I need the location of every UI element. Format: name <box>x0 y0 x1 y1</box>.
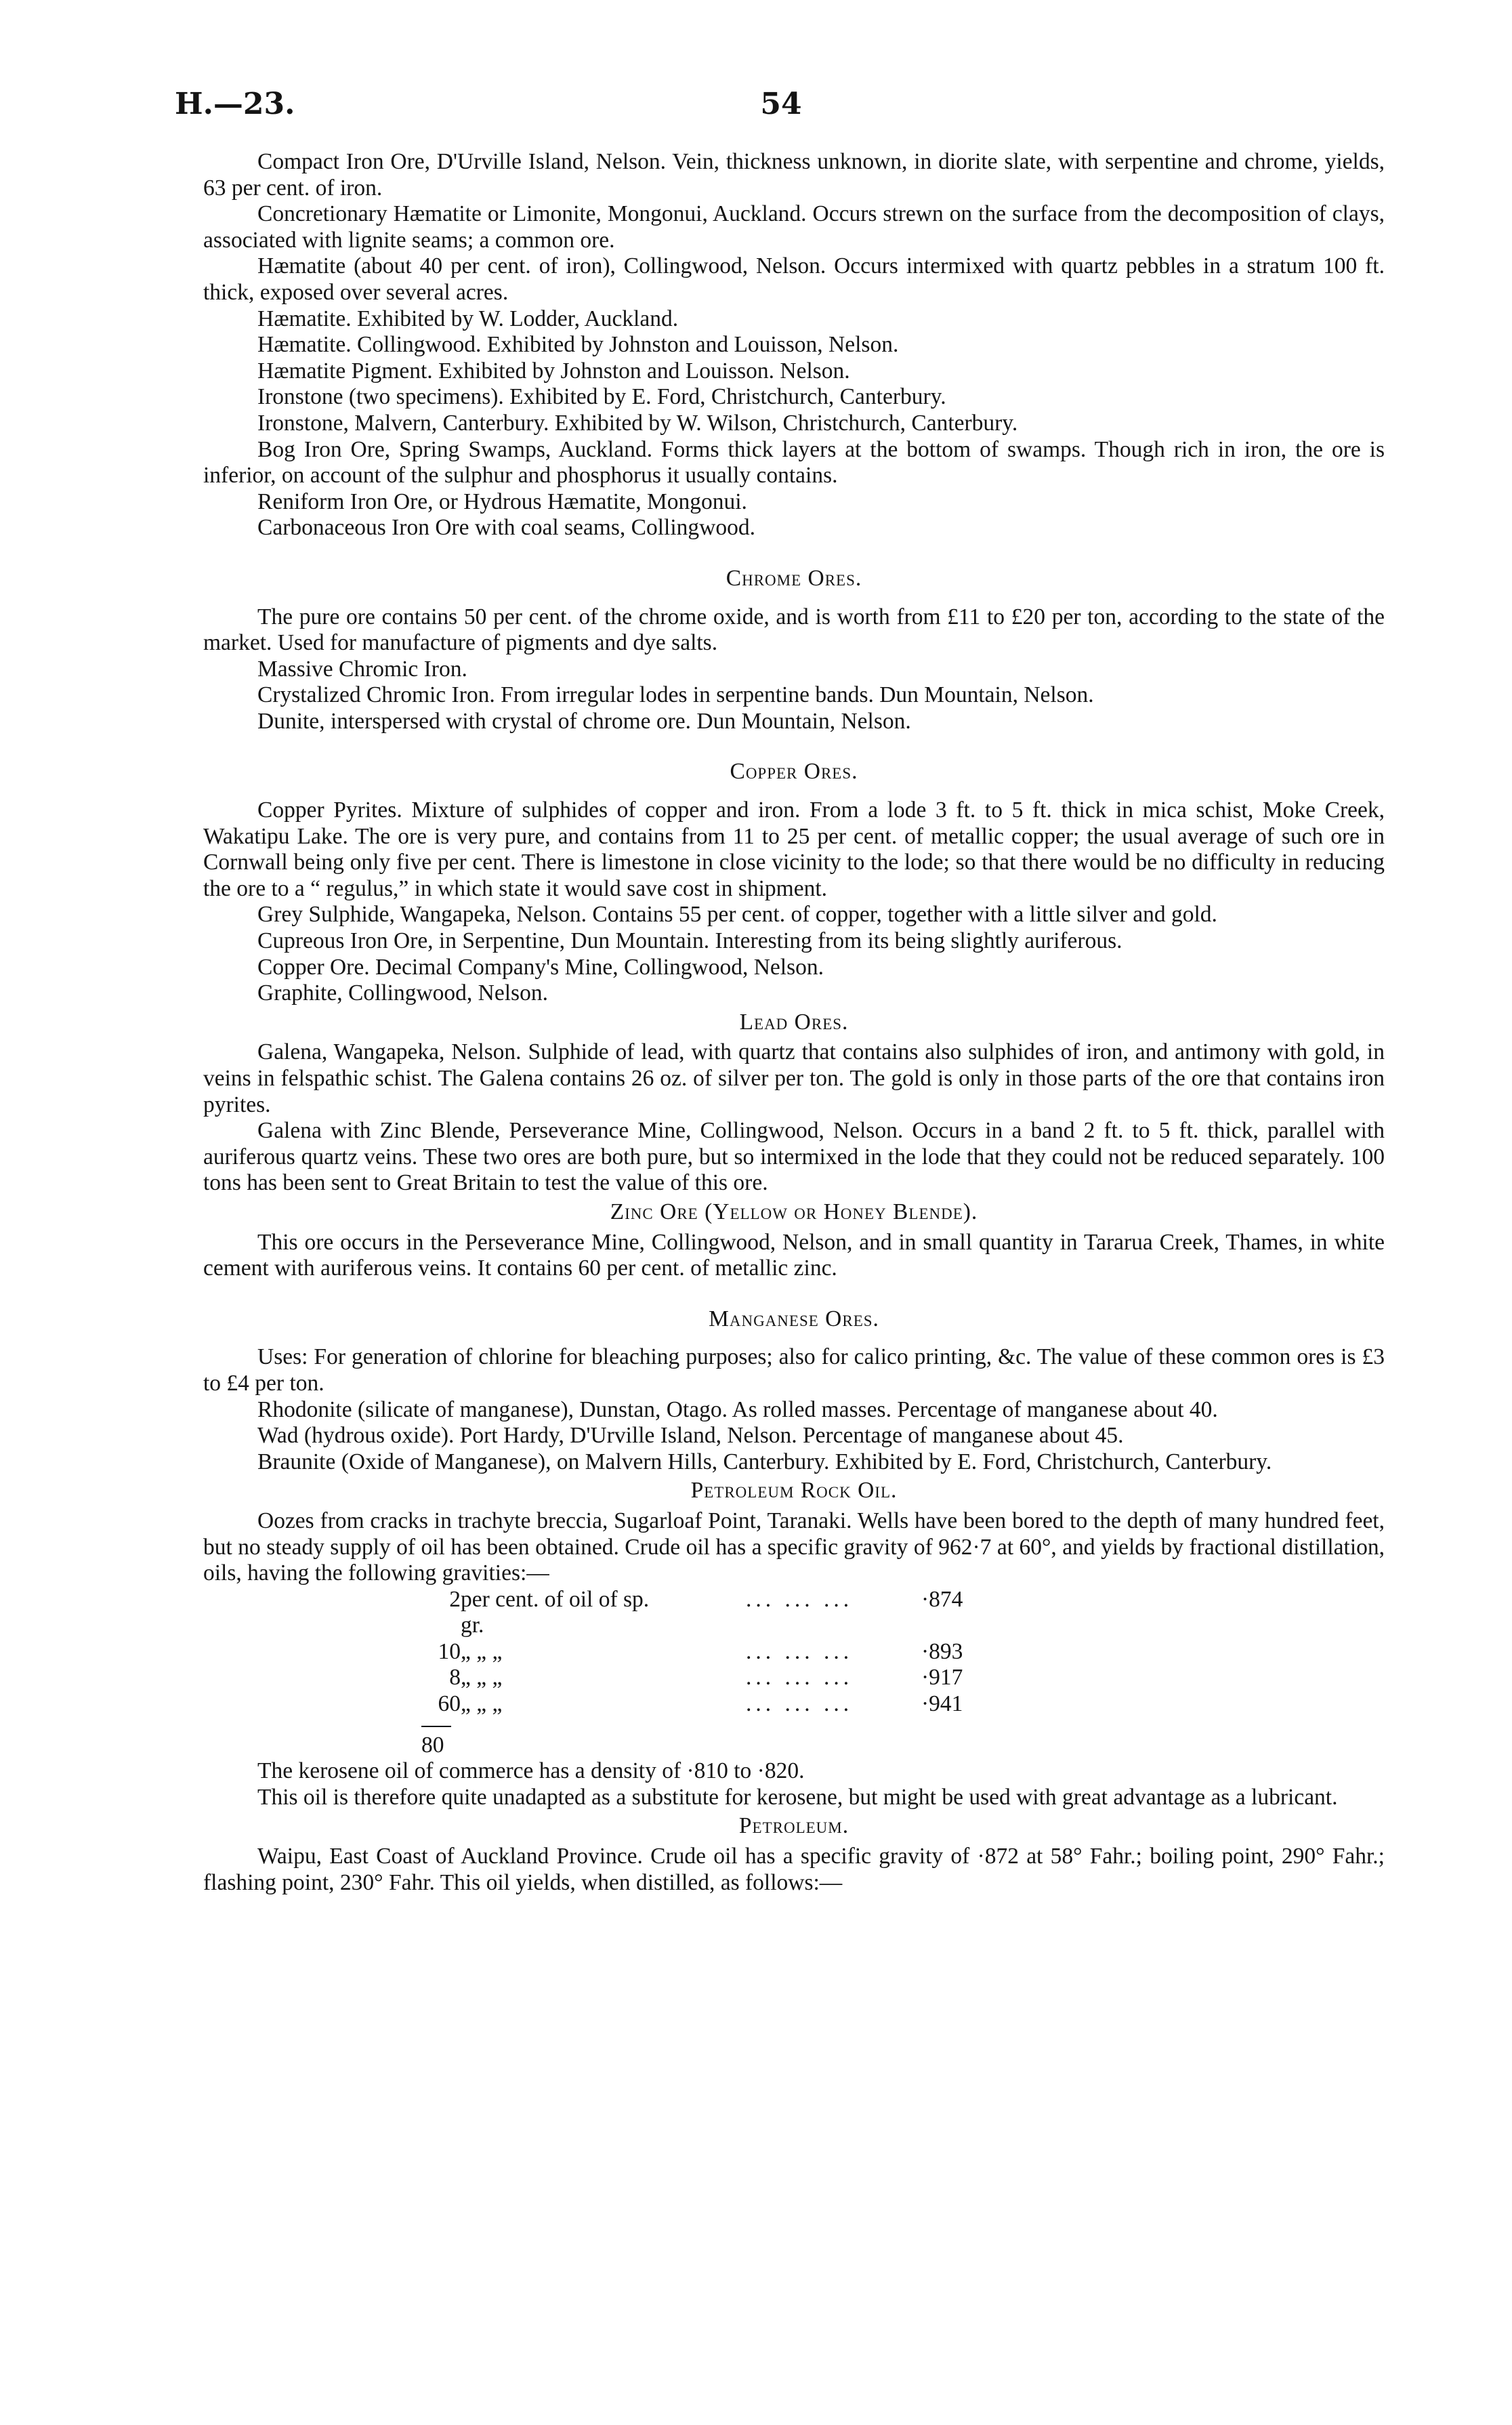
table-row <box>420 1691 1003 1718</box>
rock-oil-note: The kerosene oil of commerce has a density of ·810 to ·820. <box>257 1758 805 1784</box>
row-gravity: ·941 <box>921 1691 963 1717</box>
section-heading-lead: Lead Ores. <box>739 1009 849 1035</box>
section-heading-rock-oil: Petroleum Rock Oil. <box>690 1478 898 1504</box>
rock-oil-note: This oil is therefore quite unadapted as a substitute for kerosene, but might be used with great advantage as a lubricant. <box>257 1784 1338 1810</box>
iron-ore-entry: Concretionary Hæmatite or Limonite, Mongonui, Auckland. Occurs strewn on the surface from the decomposition of clays, associated with lignite seams; a common ore. <box>203 201 1385 253</box>
manganese-entry: Braunite (Oxide of Manganese), on Malvern Hills, Canterbury. Exhibited by E. Ford, Christchurch, Canterbury. <box>257 1449 1272 1474</box>
copper-entry: Copper Ore. Decimal Company's Mine, Collingwood, Nelson. <box>257 954 824 980</box>
page-header <box>175 87 1387 127</box>
chrome-entry: Massive Chromic Iron. <box>257 656 467 682</box>
iron-ore-entry: Hæmatite. Collingwood. Exhibited by Johnston and Louisson, Nelson. <box>257 332 899 358</box>
manganese-entry: Uses: For generation of chlorine for bleaching purposes; also for calico printing, &c. The value of these common ores is £3 to £4 per ton. <box>203 1344 1385 1396</box>
sum-rule <box>421 1726 451 1733</box>
table-row <box>420 1639 1003 1665</box>
lead-entry: Galena with Zinc Blende, Perseverance Mine, Collingwood, Nelson. Occurs in a band 2 ft. to 5 ft. thick, parallel with auriferous quartz veins. These two ores are both pure, but so intermixed in the lode that they could not be reduced separately. 100 tons has been sent to Great Britain to test the value of this ore. <box>203 1118 1385 1196</box>
row-gravity: ·874 <box>921 1586 963 1612</box>
manganese-entry: Rhodonite (silicate of manganese), Dunstan, Otago. As rolled masses. Percentage of manganese about 40. <box>257 1396 1218 1422</box>
row-percent: 60 <box>438 1691 461 1717</box>
chrome-entry: The pure ore contains 50 per cent. of the chrome oxide, and is worth from £11 to £20 per ton, according to the state of the market. Used for manufacture of pigments and dye salts. <box>203 604 1385 656</box>
manganese-entry: Wad (hydrous oxide). Port Hardy, D'Urville Island, Nelson. Percentage of manganese about 45. <box>257 1423 1124 1449</box>
row-leader: ... ... ... <box>745 1638 854 1664</box>
table-row <box>420 1665 1003 1691</box>
iron-ore-entry: Bog Iron Ore, Spring Swamps, Auckland. Forms thick layers at the bottom of swamps. Though rich in iron, the ore is inferior, on account of the sulphur and phosphorus it usually contains. <box>203 436 1385 489</box>
section-heading-manganese: Manganese Ores. <box>709 1306 879 1331</box>
copper-entry: Cupreous Iron Ore, in Serpentine, Dun Mountain. Interesting from its being slightly auriferous. <box>257 928 1122 954</box>
copper-entry: Graphite, Collingwood, Nelson. <box>257 980 548 1006</box>
row-description: per cent. of oil of sp. gr. <box>461 1586 650 1638</box>
row-percent: 2 <box>449 1586 461 1612</box>
row-description: „ „ „ <box>461 1638 503 1664</box>
section-heading-chrome: Chrome Ores. <box>726 565 862 591</box>
page-content <box>203 149 1385 1896</box>
petroleum-entry: Waipu, East Coast of Auckland Province. Crude oil has a specific gravity of ·872 at 58° Fahr.; boiling point, 290° Fahr.; flashing point, 230° Fahr. This oil yields, when distilled, as follows:— <box>203 1844 1385 1895</box>
page-number: 54 <box>760 87 802 121</box>
row-leader: ... ... ... <box>745 1586 854 1612</box>
iron-ore-entry: Reniform Iron Ore, or Hydrous Hæmatite, Mongonui. <box>257 489 747 514</box>
row-percent: 10 <box>438 1638 461 1664</box>
section-heading-copper: Copper Ores. <box>730 759 858 785</box>
row-gravity: ·917 <box>921 1665 963 1691</box>
iron-ore-entry: Compact Iron Ore, D'Urville Island, Nelson. Vein, thickness unknown, in diorite slate, with serpentine and chrome, yields, 63 per cent. of iron. <box>203 149 1385 201</box>
chrome-entry: Dunite, interspersed with crystal of chrome ore. Dun Mountain, Nelson. <box>257 708 911 734</box>
iron-ore-entry: Hæmatite (about 40 per cent. of iron), Collingwood, Nelson. Occurs intermixed with quartz pebbles in a stratum 100 ft. thick, exposed over several acres. <box>203 253 1385 305</box>
row-description: „ „ „ <box>461 1691 503 1717</box>
table-row <box>420 1587 1003 1639</box>
iron-ore-entry: Hæmatite. Exhibited by W. Lodder, Auckland. <box>257 306 679 331</box>
section-heading-zinc: Zinc Ore (Yellow or Honey Blende). <box>610 1199 978 1224</box>
row-leader: ... ... ... <box>745 1691 854 1717</box>
rock-oil-intro: Oozes from cracks in trachyte breccia, Sugarloaf Point, Taranaki. Wells have been bored to the depth of many hundred feet, but no steady supply of oil has been obtained. Crude oil has a specific gravity of 962·7 at 60°, and yields by fractional distillation, oils, having the following gravities:— <box>203 1508 1385 1586</box>
iron-ore-entry: Ironstone, Malvern, Canterbury. Exhibited by W. Wilson, Christchurch, Canterbury. <box>257 410 1018 436</box>
iron-ore-entry: Carbonaceous Iron Ore with coal seams, Collingwood. <box>257 515 755 541</box>
zinc-entry: This ore occurs in the Perseverance Mine, Collingwood, Nelson, and in small quantity in Tararua Creek, Thames, in white cement with auriferous veins. It contains 60 per cent. of metallic zinc. <box>203 1229 1385 1281</box>
chrome-entry: Crystalized Chromic Iron. From irregular lodes in serpentine bands. Dun Mountain, Nelson. <box>257 682 1094 708</box>
row-gravity: ·893 <box>921 1638 963 1664</box>
gravity-table <box>420 1587 1003 1718</box>
row-description: „ „ „ <box>461 1665 503 1691</box>
row-percent: 8 <box>449 1665 461 1691</box>
iron-ore-entry: Hæmatite Pigment. Exhibited by Johnston and Louisson. Nelson. <box>257 358 850 384</box>
sum-total: 80 <box>421 1732 444 1758</box>
section-heading-petroleum: Petroleum. <box>738 1813 849 1839</box>
iron-ore-entry: Ironstone (two specimens). Exhibited by E. Ford, Christchurch, Canterbury. <box>257 384 946 410</box>
copper-entry: Copper Pyrites. Mixture of sulphides of copper and iron. From a lode 3 ft. to 5 ft. thick in mica schist, Moke Creek, Wakatipu Lake. The ore is very pure, and contains from 11 to 25 per cent. of metallic copper; the usual average of such ore in Cornwall being only five per cent. There is limestone in close vicinity to the lode; so that there would be no difficulty in reducing the ore to a “ regulus,” in which state it would save cost in shipment. <box>203 797 1385 901</box>
lead-entry: Galena, Wangapeka, Nelson. Sulphide of lead, with quartz that contains also sulphides of iron, and antimony with gold, in veins in felspathic schist. The Galena contains 26 oz. of silver per ton. The gold is only in those parts of the ore that contains iron pyrites. <box>203 1039 1385 1117</box>
report-code: H.—23. <box>175 87 295 121</box>
copper-entry: Grey Sulphide, Wangapeka, Nelson. Contains 55 per cent. of copper, together with a little silver and gold. <box>257 902 1217 928</box>
row-leader: ... ... ... <box>745 1665 854 1691</box>
